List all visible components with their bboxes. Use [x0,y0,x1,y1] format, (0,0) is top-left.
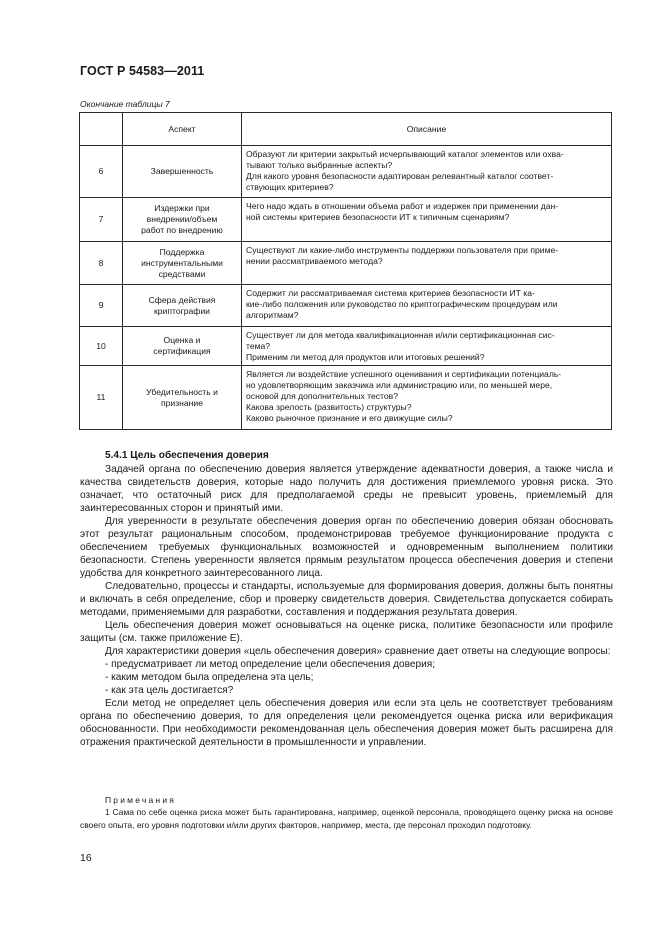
aspect-line: Оценка и [163,335,201,345]
row-number: 9 [80,285,123,327]
document-header: ГОСТ Р 54583—2011 [80,64,205,78]
row-aspect [123,366,242,430]
aspect-line: криптографии [154,305,210,316]
table-row [80,242,612,285]
paragraph: Если метод не определяет цель обеспечения доверия или если эта цель не соответствует требованиям органа по обеспечению доверия, то для определения цели рекомендуется оценка риска или верификация обоснованности. При необходимости рекомендованная цель обеспечения доверия может быть расширена для отражения практической деятельности в промышленности и управлении. [80,698,613,748]
description-line: Чего надо ждать в отношении объема работ и издержек при применении дан- [246,201,559,211]
row-aspect [123,285,242,327]
notes-title: Примечания [105,795,177,805]
aspect-line: Завершенность [150,166,214,176]
list-item: - как эта цель достигается? [105,685,234,696]
table-row [80,285,612,327]
table-row [80,198,612,242]
row-number: 11 [80,366,123,430]
description-line: Образуют ли критерии закрытый исчерпывающий каталог элементов или охва- [246,149,564,159]
description-line: основой для дополнительных тестов? [246,391,399,401]
paragraph: Для уверенности в результате обеспечения доверия орган по обеспечению доверия обязан обосновать этот результат рациональным способом, продемонстрировав требуемое функционирование продукта с обеспечением требуемых функциональных возможностей и одновременным выполнением политики безопасности. Степень уверенности является прямым результатом процесса обеспечения доверия и степени удобства для конкретного заинтересованного лица. [80,516,613,579]
description-line: Каково рыночное признание и его движущие силы? [246,413,453,423]
table-row [80,327,612,366]
aspect-line: средствами [158,268,206,279]
description-line: нении рассматриваемого метода? [246,256,383,266]
column-header-description: Описание [242,113,612,146]
list-item: - предусматривает ли метод определение цели обеспечения доверия; [105,659,436,670]
aspects-table [79,112,612,430]
row-aspect [123,242,242,285]
row-description [242,198,612,242]
paragraph: Задачей органа по обеспечению доверия является утверждение адекватности доверия, а также числа и качества свидетельств доверия, которые надо получить для достижения приемлемого уровня риска. Это означает, что остаточный риск для предполагаемой среды не превысит уровень, приемлемый для заинтересованных сторон и принятый ими. [80,464,613,514]
list-item: - каким методом была определена эта цель; [105,672,314,683]
description-line: Существуют ли какие-либо инструменты поддержки пользователя при приме- [246,245,559,255]
column-header-number [80,113,123,146]
paragraph: Цель обеспечения доверия может основываться на оценке риска, политике безопасности или профиле защиты (см. также приложение Е). [80,620,613,644]
paragraph: Следовательно, процессы и стандарты, используемые для формирования доверия, должны быть понятны и включать в себя определение, сбор и проверку свидетельств доверия. Свидетельства допускается собирать методами, применяемыми для разработки, составления и поддержания результата доверия. [80,581,613,618]
row-description [242,327,612,366]
row-number: 8 [80,242,123,285]
description-line: Является ли воздействие успешного оценивания и сертификации потенциаль- [246,369,562,379]
aspect-line: инструментальными [141,257,223,268]
description-line: Существует ли для метода квалификационная и/или сертификационная сис- [246,330,555,340]
column-header-aspect: Аспект [123,113,242,146]
description-line: ствующих критериев? [246,182,334,192]
description-line: Содержит ли рассматриваемая система критериев безопасности ИТ ка- [246,288,535,298]
description-line: Для какого уровня безопасности адаптирован релевантный каталог соответ- [246,171,554,181]
table-row [80,366,612,430]
section-heading: 5.4.1 Цель обеспечения доверия [105,450,269,461]
row-aspect [123,146,242,198]
row-description [242,285,612,327]
note-item: 1 Сама по себе оценка риска может быть гарантирована, например, оценкой персонала, проводящего оценку риска на основе своего опыта, его уровня подготовки и/или других факторов, например, места, где персонал проходил подготовку. [80,807,613,830]
aspect-line: Убедительность и [146,386,218,397]
description-line: тема? [246,341,271,351]
description-line: ной системы критериев безопасности ИТ к типичным сценариям? [246,212,510,222]
description-line: Применим ли метод для продуктов или итоговых решений? [246,352,485,362]
table-row [80,146,612,198]
row-aspect [123,327,242,366]
row-number: 10 [80,327,123,366]
table-caption: Окончание таблицы 7 [80,99,170,109]
aspect-line: работ по внедрению [141,225,223,235]
row-description [242,146,612,198]
description-line: тывают только выбранные аспекты? [246,160,393,170]
description-line: Какова зрелость (развитость) структуры? [246,402,412,412]
row-aspect [123,198,242,242]
table-header-row [80,113,612,146]
aspect-line: внедрении/объем [146,214,218,224]
aspect-line: сертификация [153,346,211,356]
row-number: 7 [80,198,123,242]
description-line: но удовлетворяющим заказчика или администрацию или, по меньшей мере, [246,380,553,390]
aspect-line: Издержки при [154,203,210,213]
description-line: кие-либо положения или руководство по криптографическим процедурам или [246,299,558,309]
paragraph: Для характеристики доверия «цель обеспечения доверия» сравнение дает ответы на следующие вопросы: [105,646,611,657]
aspect-line: признание [160,397,204,408]
row-number: 6 [80,146,123,198]
row-description [242,242,612,285]
aspect-line: Сфера действия [148,294,216,305]
row-description [242,366,612,430]
page-number: 16 [80,852,92,864]
description-line: алгоритмам? [246,310,299,320]
aspect-line: Поддержка [159,246,205,257]
section-body [80,449,613,749]
